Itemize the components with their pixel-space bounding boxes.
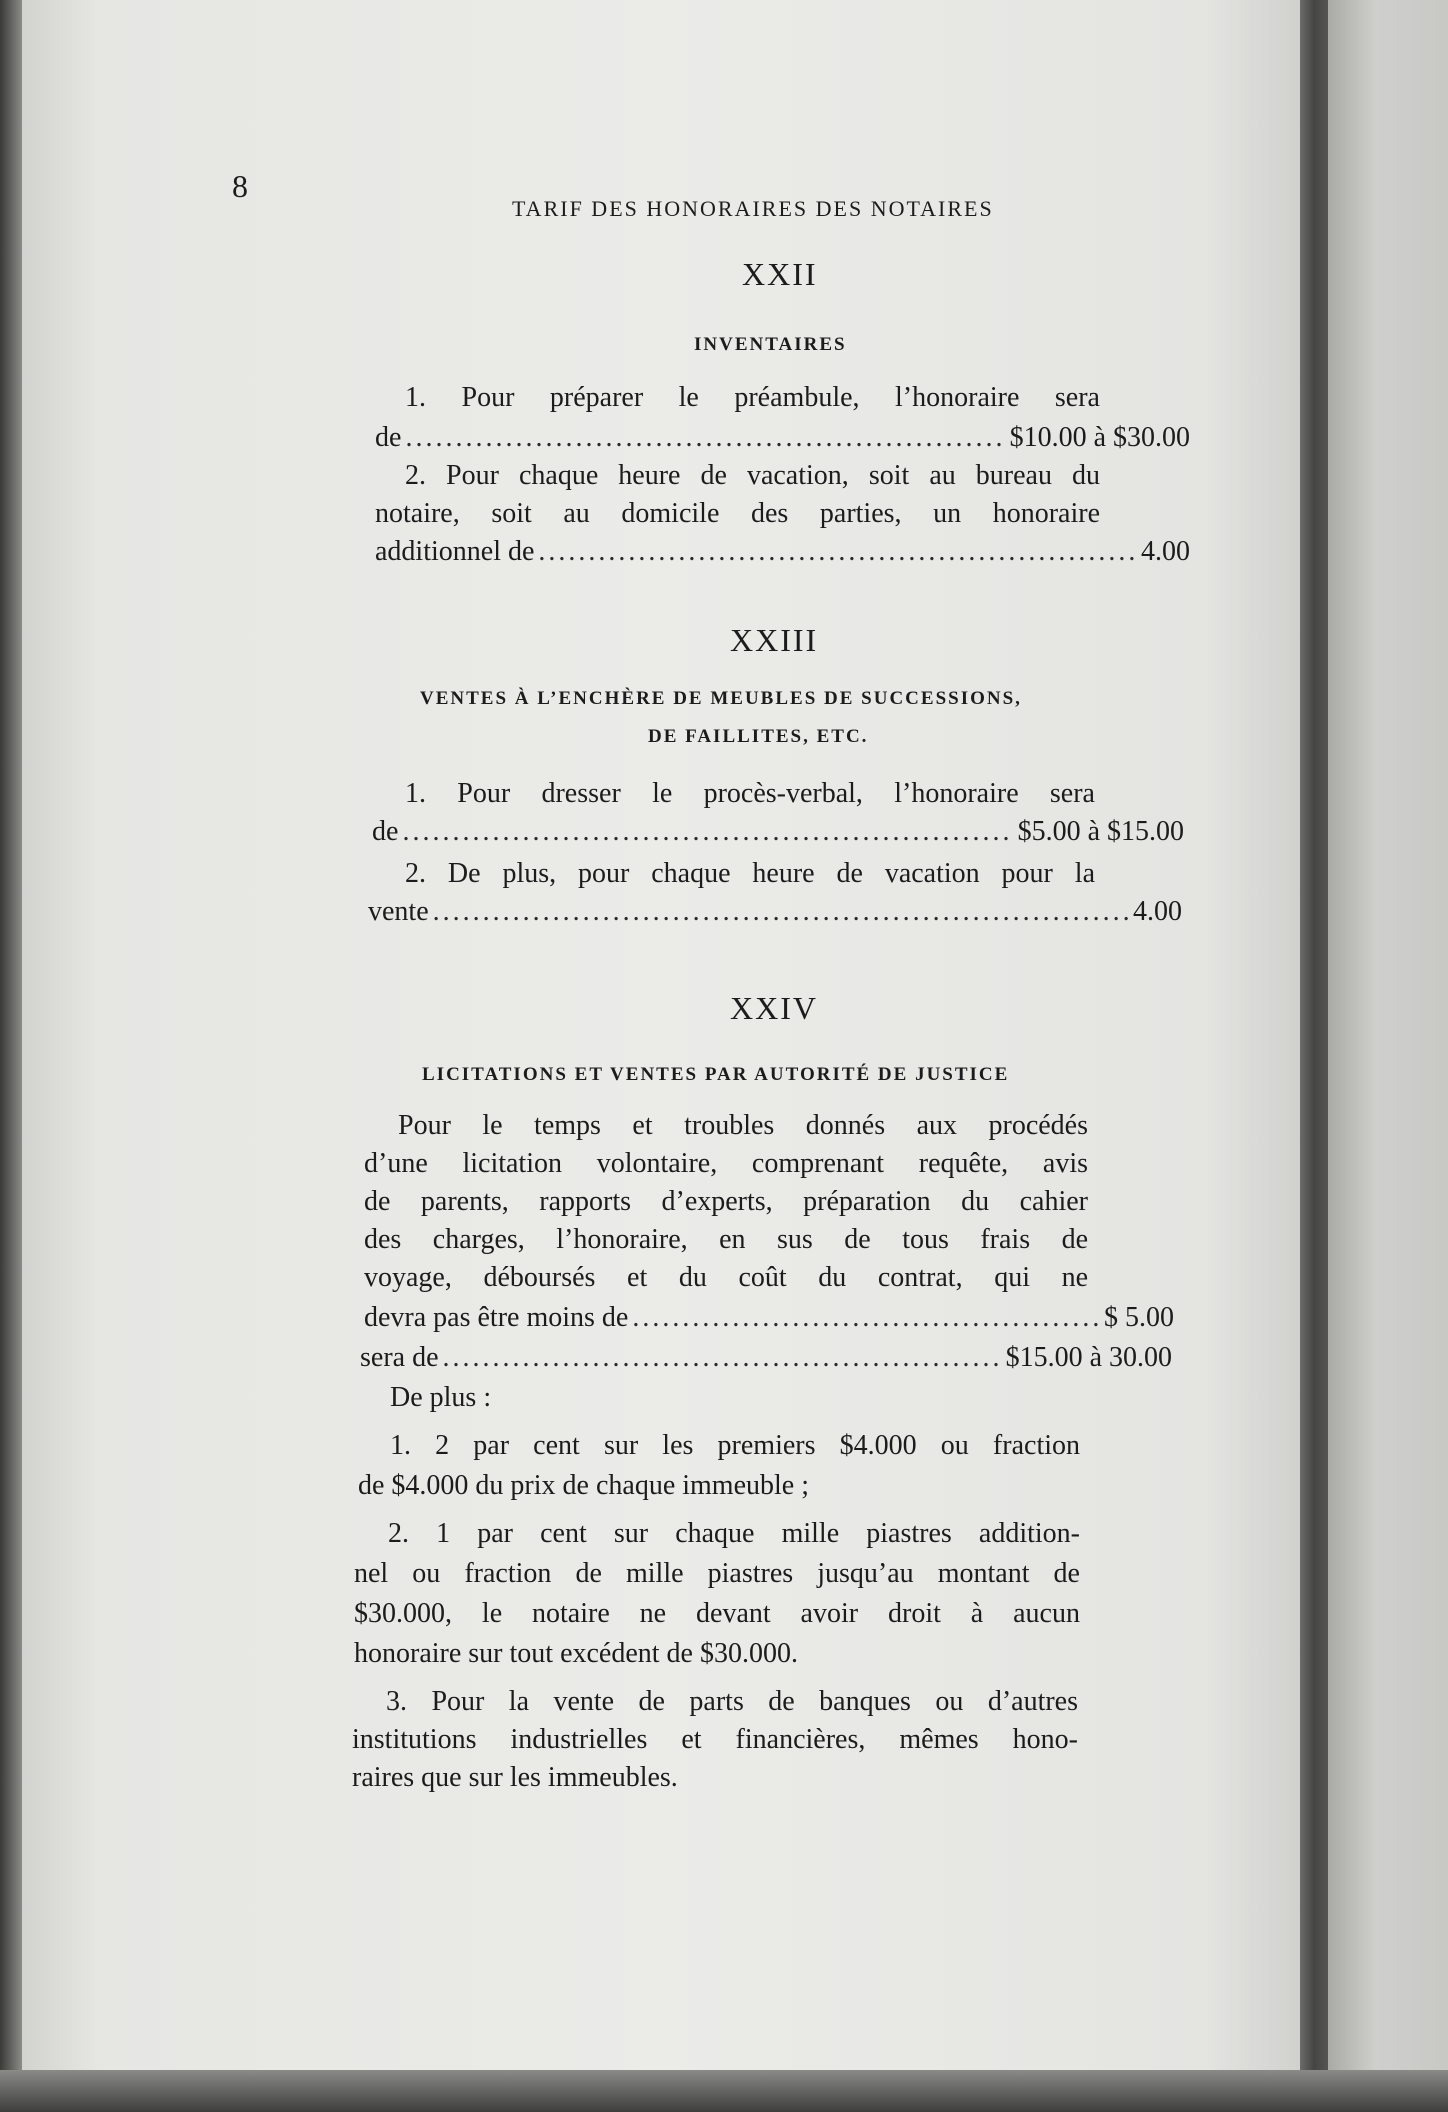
leader-label: de: [375, 422, 402, 453]
leader-line: [372, 814, 1184, 850]
de-plus-label: De plus :: [390, 1382, 492, 1413]
clause-line: de $4.000 du prix de chaque immeuble ;: [358, 1470, 809, 1501]
fee-amount: 4.00: [1141, 536, 1190, 567]
section-number: XXII: [742, 256, 818, 292]
clause-line: 2. 1 par cent sur chaque mille piastres addition-: [388, 1518, 1080, 1549]
fee-amount: $5.00 à $15.00: [1017, 816, 1184, 847]
dot-leader: [405, 420, 1005, 456]
section-number: XXIII: [730, 622, 819, 658]
clause-line: 3. Pour la vente de parts de banques ou d’autres: [386, 1686, 1078, 1717]
leader-line: [375, 534, 1190, 570]
section-title: VENTES À L’ENCHÈRE DE MEUBLES DE SUCCESSIONS,: [420, 688, 1022, 709]
clause-line: honoraire sur tout excédent de $30.000.: [354, 1638, 798, 1669]
item-text: 1. Pour dresser le procès-verbal, l’honoraire sera: [405, 778, 1095, 809]
dot-leader: [538, 534, 1137, 570]
section-title: INVENTAIRES: [694, 334, 847, 355]
fee-amount: 4.00: [1133, 896, 1182, 927]
running-head: TARIF DES HONORAIRES DES NOTAIRES: [512, 196, 994, 221]
leader-line: [375, 420, 1190, 456]
section-title: DE FAILLITES, ETC.: [648, 726, 869, 747]
fee-amount: $10.00 à $30.00: [1009, 422, 1190, 453]
section-number: XXIV: [730, 990, 818, 1026]
section-title: LICITATIONS ET VENTES PAR AUTORITÉ DE JUSTICE: [422, 1064, 1010, 1085]
dot-leader: [632, 1300, 1100, 1336]
clause-line: $30.000, le notaire ne devant avoir droit à aucun: [354, 1598, 1080, 1629]
leader-label: sera de: [360, 1342, 439, 1373]
leader-label: additionnel de: [375, 536, 535, 567]
clause-line: nel ou fraction de mille piastres jusqu’au montant de: [354, 1558, 1080, 1589]
dot-leader: [443, 1340, 1002, 1376]
dot-leader: [433, 894, 1129, 930]
item-text: 2. De plus, pour chaque heure de vacation pour la: [405, 858, 1095, 889]
page-number: 8: [232, 168, 248, 204]
clause-line: 1. 2 par cent sur les premiers $4.000 ou fraction: [390, 1430, 1080, 1461]
leader-line: [368, 894, 1182, 930]
dot-leader: [402, 814, 1013, 850]
leader-label: vente: [368, 896, 429, 927]
item-text: 2. Pour chaque heure de vacation, soit au bureau du: [405, 460, 1100, 491]
leader-line: [364, 1300, 1174, 1336]
paragraph-line: Pour le temps et troubles donnés aux procédés: [398, 1110, 1088, 1141]
paragraph-line: de parents, rapports d’experts, préparation du cahier: [364, 1186, 1088, 1217]
clause-line: raires que sur les immeubles.: [352, 1762, 678, 1793]
leader-label: de: [372, 816, 399, 847]
fee-amount: $ 5.00: [1104, 1302, 1174, 1333]
paragraph-line: d’une licitation volontaire, comprenant requête, avis: [364, 1148, 1088, 1179]
item-text: notaire, soit au domicile des parties, un honoraire: [375, 498, 1100, 529]
item-text: 1. Pour préparer le préambule, l’honoraire sera: [405, 382, 1100, 413]
paragraph-line: des charges, l’honoraire, en sus de tous frais de: [364, 1224, 1088, 1255]
leader-line: [360, 1340, 1172, 1376]
fee-amount: $15.00 à 30.00: [1005, 1342, 1172, 1373]
leader-label: devra pas être moins de: [364, 1302, 629, 1333]
clause-line: institutions industrielles et financières, mêmes hono-: [352, 1724, 1078, 1755]
paragraph-line: voyage, déboursés et du coût du contrat, qui ne: [364, 1262, 1088, 1293]
